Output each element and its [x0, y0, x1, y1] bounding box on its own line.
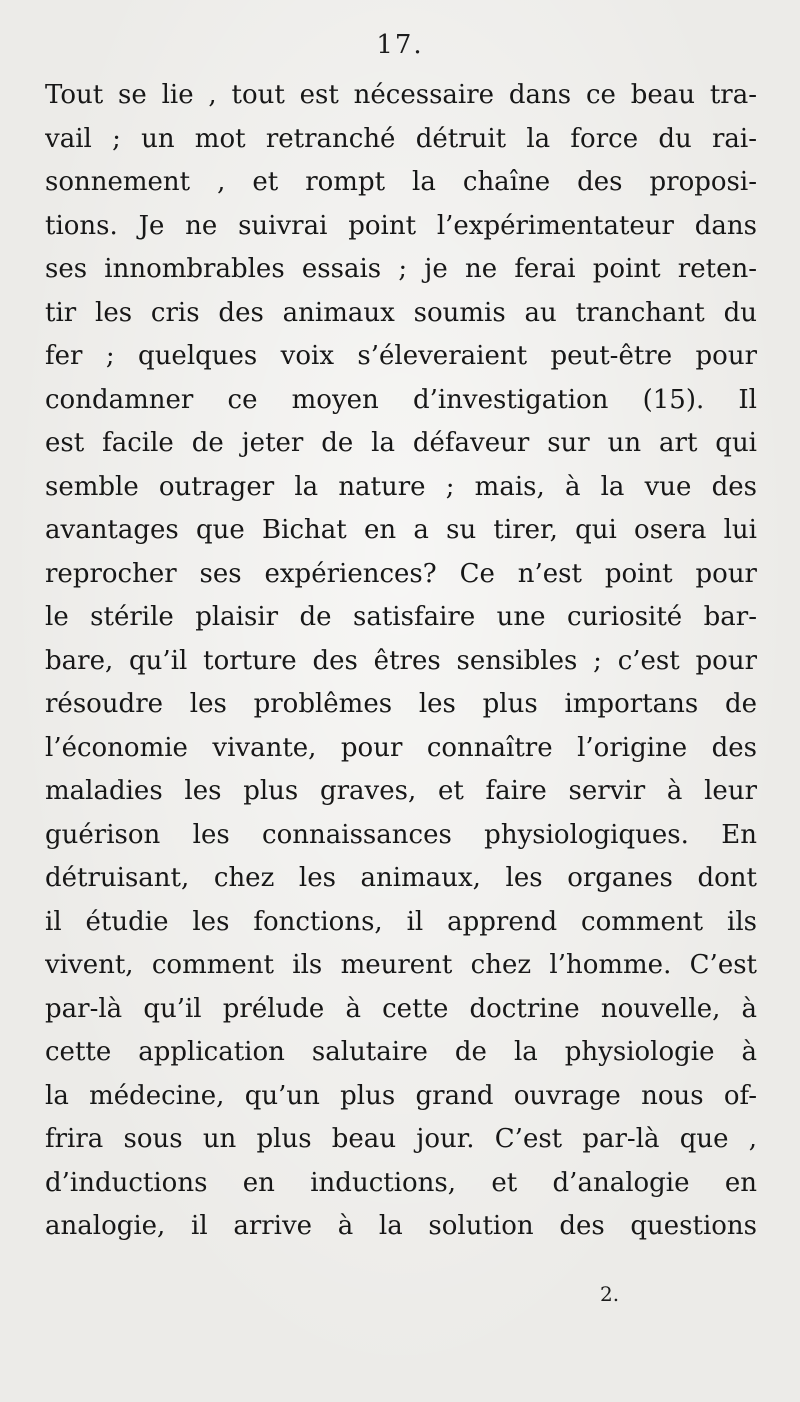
page-number: 17.	[376, 30, 424, 60]
text-line: par-là qu’il prélude à cette doctrine nouvelle, à	[45, 993, 757, 1024]
signature-mark: 2.	[600, 1282, 620, 1306]
text-line: analogie, il arrive à la solution des questions	[45, 1211, 757, 1241]
text-line: détruisant, chez les animaux, les organes dont	[45, 863, 757, 893]
text-line: Tout se lie , tout est nécessaire dans ce beau tra-	[45, 80, 757, 110]
text-line: tions. Je ne suivrai point l’expérimentateur dans	[45, 210, 757, 241]
text-line: fer ; quelques voix s’éleveraient peut-être pour	[45, 341, 757, 371]
text-line: d’inductions en inductions, et d’analogie en	[45, 1167, 757, 1198]
text-line: avantages que Bichat en a su tirer, qui osera lui	[45, 515, 757, 545]
text-line: résoudre les problêmes les plus importans de	[45, 689, 757, 719]
text-line: condamner ce moyen d’investigation (15). Il	[45, 384, 757, 415]
body-text	[45, 74, 757, 1249]
text-line: tir les cris des animaux soumis au tranchant du	[45, 297, 757, 328]
text-line: maladies les plus graves, et faire servir à leur	[45, 776, 757, 806]
text-line: bare, qu’il torture des êtres sensibles ; c’est pour	[45, 645, 757, 676]
text-line: semble outrager la nature ; mais, à la vue des	[45, 471, 757, 502]
text-line: frira sous un plus beau jour. C’est par-là que ,	[45, 1124, 757, 1154]
text-line: cette application salutaire de la physiologie à	[45, 1037, 757, 1067]
text-line: la médecine, qu’un plus grand ouvrage nous of-	[45, 1080, 757, 1111]
text-line: est facile de jeter de la défaveur sur un art qui	[45, 428, 757, 458]
text-line: vivent, comment ils meurent chez l’homme. C’est	[45, 950, 757, 980]
text-line: reprocher ses expériences? Ce n’est point pour	[45, 558, 757, 589]
text-line: guérison les connaissances physiologiques. En	[45, 819, 757, 850]
text-line: vail ; un mot retranché détruit la force du rai-	[45, 123, 757, 154]
text-line: sonnement , et rompt la chaîne des proposi-	[45, 167, 757, 197]
text-line: il étudie les fonctions, il apprend comment ils	[45, 906, 757, 937]
text-line: le stérile plaisir de satisfaire une curiosité bar-	[45, 602, 757, 632]
text-line: l’économie vivante, pour connaître l’origine des	[45, 732, 757, 763]
text-line: ses innombrables essais ; je ne ferai point reten-	[45, 254, 757, 284]
